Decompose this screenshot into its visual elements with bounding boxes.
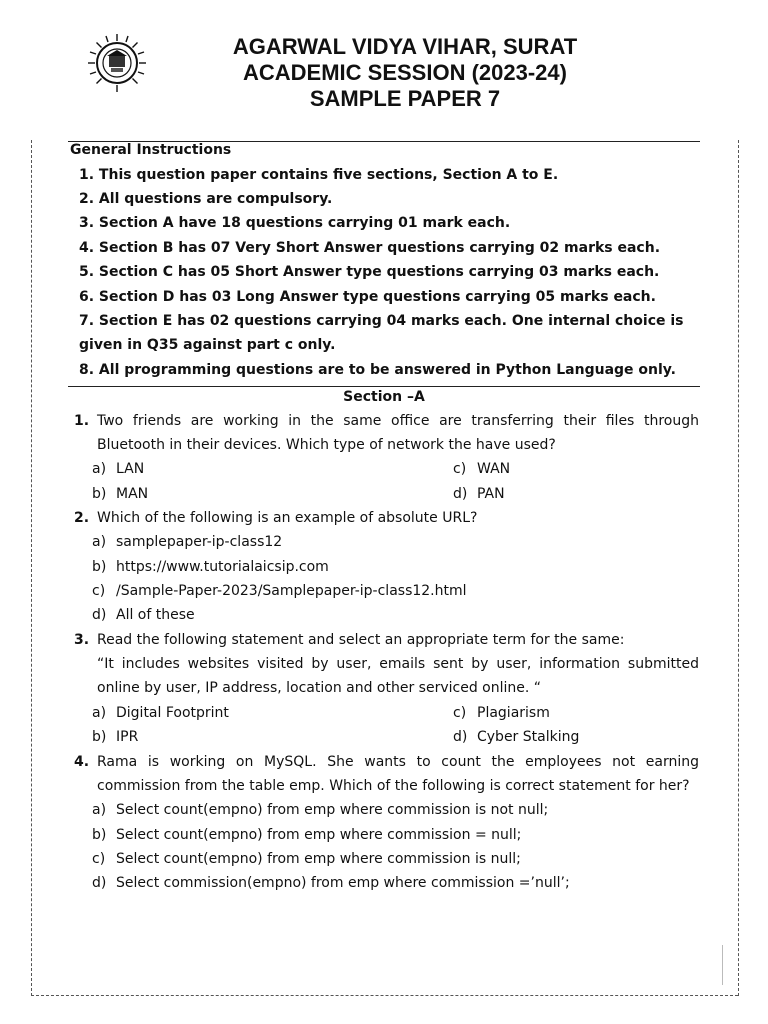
option-label: d) <box>92 607 107 623</box>
instruction-item: 3. Section A have 18 questions carrying 01 mark each. <box>79 215 511 231</box>
school-name: AGARWAL VIDYA VIHAR, SURAT <box>232 34 578 59</box>
option-label: d) <box>453 729 468 745</box>
paper-header <box>170 34 640 112</box>
answer-option <box>92 532 282 552</box>
option-label: a) <box>92 534 107 550</box>
option-label: b) <box>92 827 107 843</box>
question-number: 4. <box>74 754 90 770</box>
option-text: /Sample-Paper-2023/Samplepaper-ip-class12.html <box>116 583 467 599</box>
option-text: IPR <box>116 729 139 745</box>
option-text: Select count(empno) from emp where commission is not null; <box>116 802 549 818</box>
answer-option <box>92 605 195 625</box>
answer-option <box>92 484 148 504</box>
answer-option <box>92 873 570 893</box>
section-a-title: Section –A <box>343 389 425 405</box>
option-text: PAN <box>477 486 505 502</box>
option-text: MAN <box>116 486 149 502</box>
answer-option <box>92 557 329 577</box>
option-label: b) <box>92 559 107 575</box>
option-label: c) <box>453 705 467 721</box>
option-label: a) <box>92 705 107 721</box>
answer-option <box>92 800 548 820</box>
page-border-bottom <box>31 995 738 996</box>
option-text: samplepaper-ip-class12 <box>116 534 283 550</box>
question-text: Read the following statement and select an appropriate term for the same: <box>97 632 625 648</box>
quoted-statement: “It includes websites visited by user, emails sent by user, information submitted <box>97 656 699 672</box>
option-text: Select count(empno) from emp where commission is null; <box>116 851 521 867</box>
option-text: Cyber Stalking <box>477 729 580 745</box>
instruction-item: 6. Section D has 03 Long Answer type questions carrying 05 marks each. <box>79 289 656 305</box>
answer-option <box>92 581 467 601</box>
question-number: 2. <box>74 510 90 526</box>
option-label: d) <box>92 875 107 891</box>
option-label: c) <box>453 461 467 477</box>
option-text: WAN <box>477 461 511 477</box>
option-text: Plagiarism <box>477 705 550 721</box>
option-label: d) <box>453 486 468 502</box>
option-label: b) <box>92 729 107 745</box>
option-text: Select count(empno) from emp where commission = null; <box>116 827 522 843</box>
option-text: LAN <box>116 461 145 477</box>
question-text: Rama is working on MySQL. She wants to count the employees not earning <box>97 754 699 770</box>
instruction-item: 5. Section C has 05 Short Answer type questions carrying 03 marks each. <box>79 264 660 280</box>
instruction-item: 2. All questions are compulsory. <box>79 191 333 207</box>
academic-session: ACADEMIC SESSION (2023-24) <box>243 60 567 85</box>
option-text: Select commission(empno) from emp where commission =’null’; <box>116 875 570 891</box>
instruction-item: 7. Section E has 02 questions carrying 04 marks each. One internal choice is <box>79 313 684 329</box>
quoted-statement: online by user, IP address, location and other serviced online. “ <box>97 680 542 696</box>
answer-option <box>453 727 579 747</box>
option-text: https://www.tutorialaicsip.com <box>116 559 329 575</box>
instruction-item: 4. Section B has 07 Very Short Answer questions carrying 02 marks each. <box>79 240 661 256</box>
page-border-right <box>738 140 739 996</box>
question-number: 1. <box>74 413 90 429</box>
option-label: c) <box>92 583 106 599</box>
margin-line <box>722 945 723 985</box>
answer-option <box>453 703 550 723</box>
page-border-left <box>31 140 32 996</box>
instructions-title: General Instructions <box>70 142 232 158</box>
option-label: c) <box>92 851 106 867</box>
question-text: Bluetooth in their devices. Which type of network the have used? <box>97 437 556 453</box>
instruction-item: 8. All programming questions are to be answered in Python Language only. <box>79 362 676 378</box>
question-number: 3. <box>74 632 90 648</box>
option-text: Digital Footprint <box>116 705 229 721</box>
instruction-item: given in Q35 against part c only. <box>79 337 336 353</box>
answer-option <box>92 849 521 869</box>
answer-option <box>453 459 510 479</box>
question-text: Two friends are working in the same office are transferring their files through <box>97 413 699 429</box>
question-text: Which of the following is an example of absolute URL? <box>97 510 478 526</box>
option-text: All of these <box>116 607 195 623</box>
school-crest-icon <box>86 32 148 94</box>
paper-title: SAMPLE PAPER 7 <box>309 86 501 111</box>
answer-option <box>92 825 521 845</box>
question-text: commission from the table emp. Which of the following is correct statement for her? <box>97 778 690 794</box>
answer-option <box>453 484 505 504</box>
answer-option <box>92 459 144 479</box>
answer-option <box>92 727 138 747</box>
option-label: b) <box>92 486 107 502</box>
answer-option <box>92 703 229 723</box>
instruction-item: 1. This question paper contains five sections, Section A to E. <box>79 167 559 183</box>
option-label: a) <box>92 802 107 818</box>
option-label: a) <box>92 461 107 477</box>
